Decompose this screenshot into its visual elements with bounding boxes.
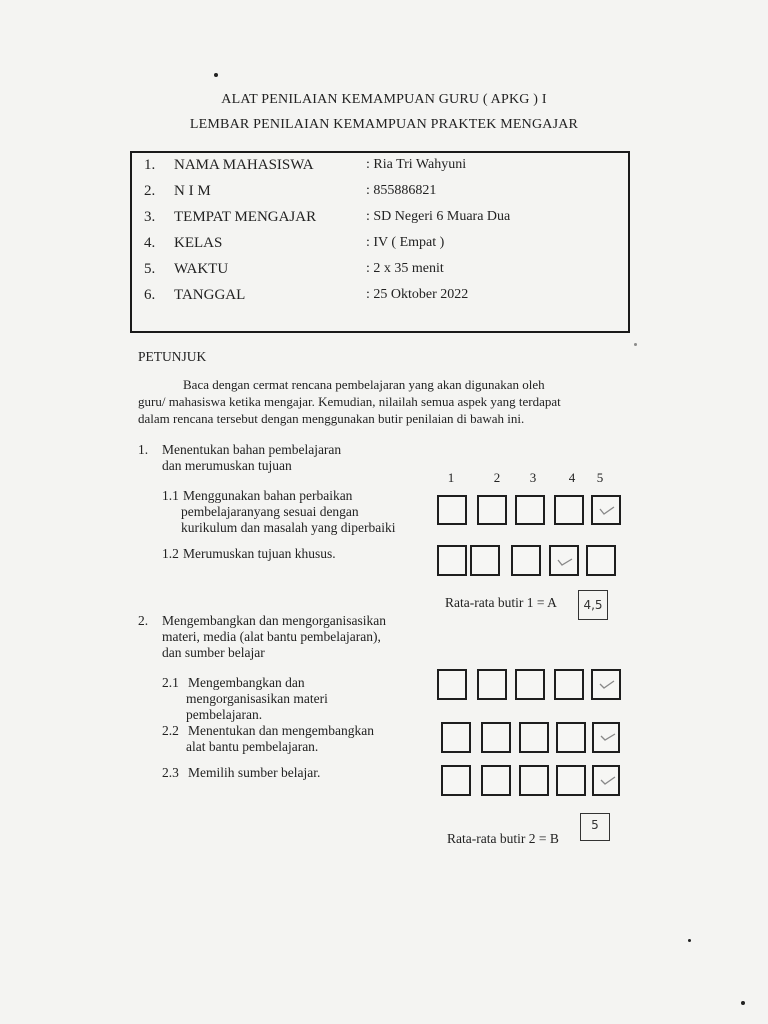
info-value: : 855886821: [366, 183, 437, 198]
scale-number: 4: [568, 470, 576, 485]
rating-box-2[interactable]: [477, 495, 507, 525]
info-label: N I M: [174, 183, 211, 199]
section-title-line: dan merumuskan tujuan: [162, 458, 292, 473]
rating-box-1[interactable]: [437, 495, 467, 525]
section-title-line: Menentukan bahan pembelajaran: [162, 442, 342, 457]
scale-number: 1: [447, 470, 455, 485]
info-number: 6.: [144, 287, 156, 303]
instructions-line: dalam rencana tersebut dengan menggunakan butir penilaian di bawah ini.: [138, 411, 525, 426]
average-score-box: [578, 590, 608, 620]
info-label: KELAS: [174, 235, 223, 251]
checkmark-icon: [599, 730, 617, 744]
checkmark-icon: [598, 503, 616, 517]
item-text-line: Menentukan dan mengembangkan: [188, 723, 374, 738]
section-number: 2.: [138, 613, 149, 628]
average-score-box: [580, 813, 610, 841]
scale-number: 5: [596, 470, 604, 485]
info-number: 2.: [144, 183, 156, 199]
item-number: 2.3: [162, 765, 179, 780]
rating-box-4[interactable]: [556, 722, 586, 753]
checkmark-icon: [599, 773, 617, 787]
info-label: NAMA MAHASISWA: [174, 157, 314, 173]
section-title-line: dan sumber belajar: [162, 645, 265, 660]
rating-box-3[interactable]: [519, 722, 549, 753]
section-title-line: Mengembangkan dan mengorganisasikan: [162, 613, 386, 628]
checkmark-icon: [556, 553, 574, 567]
rating-box-3[interactable]: [519, 765, 549, 796]
rating-box-2[interactable]: [477, 669, 507, 700]
item-text-line: Mengembangkan dan: [188, 675, 305, 690]
average-score-value: 5: [591, 818, 599, 832]
info-value: : IV ( Empat ): [366, 235, 445, 250]
rating-box-5[interactable]: [592, 765, 620, 796]
info-number: 4.: [144, 235, 156, 251]
identity-box: [130, 151, 630, 333]
checkmark-icon: [598, 677, 616, 691]
scale-number: 2: [493, 470, 501, 485]
rating-box-5[interactable]: [586, 545, 616, 576]
rating-box-4[interactable]: [549, 545, 579, 576]
rating-box-4[interactable]: [556, 765, 586, 796]
rating-box-2[interactable]: [481, 722, 511, 753]
info-label: TEMPAT MENGAJAR: [174, 209, 317, 225]
rating-box-2[interactable]: [481, 765, 511, 796]
scan-speck: [741, 1001, 745, 1005]
rating-box-1[interactable]: [441, 765, 471, 796]
scan-speck: [688, 939, 691, 942]
item-text-line: Memilih sumber belajar.: [188, 765, 321, 780]
section-title-line: materi, media (alat bantu pembelajaran),: [162, 629, 381, 644]
page-subtitle: LEMBAR PENILAIAN KEMAMPUAN PRAKTEK MENGAJAR: [189, 117, 579, 132]
info-label: WAKTU: [174, 261, 229, 277]
instructions-line: guru/ mahasiswa ketika mengajar. Kemudian, nilailah semua aspek yang terdapat: [138, 394, 561, 409]
item-text-line: pembelajaran.: [186, 707, 263, 722]
info-label: TANGGAL: [174, 287, 246, 303]
item-number: 1.2: [162, 546, 179, 561]
scale-number: 3: [529, 470, 537, 485]
section-number: 1.: [138, 442, 149, 457]
item-number: 1.1: [162, 488, 179, 503]
rating-box-1[interactable]: [441, 722, 471, 753]
scan-speck: [214, 73, 218, 77]
rating-box-1[interactable]: [437, 545, 467, 576]
info-value: : 2 x 35 menit: [366, 261, 444, 276]
item-text-line: kurikulum dan masalah yang diperbaiki: [181, 520, 396, 535]
info-value: : SD Negeri 6 Muara Dua: [366, 209, 511, 224]
rating-box-5[interactable]: [591, 669, 621, 700]
rating-box-3[interactable]: [515, 495, 545, 525]
item-number: 2.2: [162, 723, 179, 738]
rating-box-3[interactable]: [515, 669, 545, 700]
average-score-value: 4,5: [583, 598, 603, 612]
rating-box-5[interactable]: [592, 722, 620, 753]
item-text-line: alat bantu pembelajaran.: [186, 739, 319, 754]
rating-box-5[interactable]: [591, 495, 621, 525]
info-number: 5.: [144, 261, 156, 277]
info-value: : 25 Oktober 2022: [366, 287, 469, 302]
info-value: : Ria Tri Wahyuni: [366, 157, 467, 172]
rating-box-4[interactable]: [554, 495, 584, 525]
item-text-line: Menggunakan bahan perbaikan: [183, 488, 353, 503]
instructions-line: Baca dengan cermat rencana pembelajaran yang akan digunakan oleh: [183, 377, 545, 392]
average-label: Rata-rata butir 1 = A: [445, 595, 557, 610]
info-number: 3.: [144, 209, 156, 225]
item-number: 2.1: [162, 675, 179, 690]
item-text-line: Merumuskan tujuan khusus.: [183, 546, 336, 561]
scan-speck: [634, 343, 637, 346]
page-title: ALAT PENILAIAN KEMAMPUAN GURU ( APKG ) I: [221, 92, 547, 107]
rating-box-1[interactable]: [437, 669, 467, 700]
item-text-line: pembelajaranyang sesuai dengan: [181, 504, 359, 519]
rating-box-4[interactable]: [554, 669, 584, 700]
info-number: 1.: [144, 157, 156, 173]
instructions-heading: PETUNJUK: [138, 349, 207, 364]
rating-box-3[interactable]: [511, 545, 541, 576]
item-text-line: mengorganisasikan materi: [186, 691, 328, 706]
rating-box-2[interactable]: [470, 545, 500, 576]
average-label: Rata-rata butir 2 = B: [447, 831, 559, 846]
